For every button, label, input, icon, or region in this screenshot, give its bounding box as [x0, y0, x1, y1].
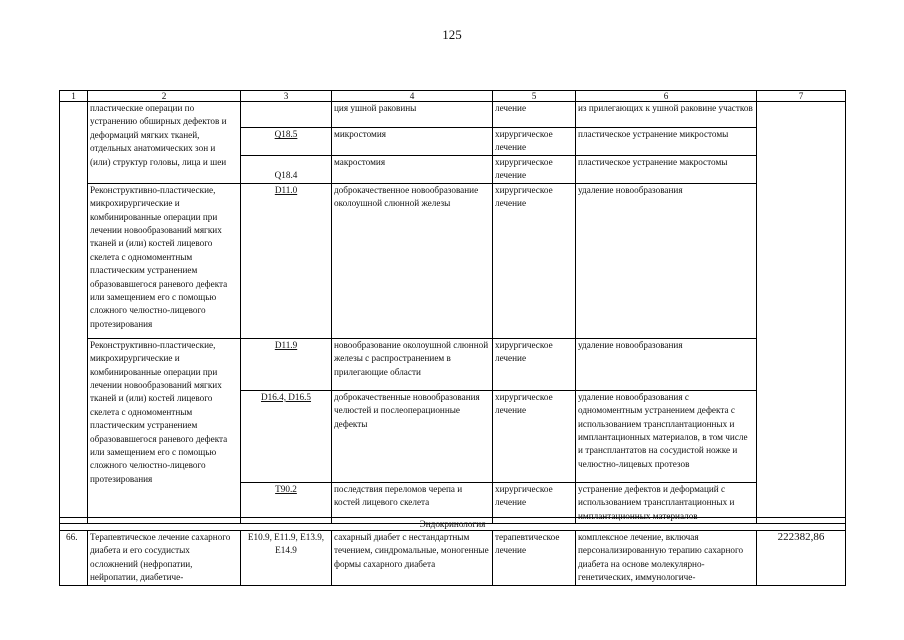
code-cell: [241, 102, 332, 128]
treatment-cell: лечение: [493, 102, 576, 128]
procedure-name-cell: Реконструктивно-пластические, микрохирургические и комбинированные операции при лечении новообразований мягких тканей и (или) костей лицевого скелета с одномоментным пластическим устранением образовавшегося раневого дефекта или замещением его с помощью сложного челюстно-лицевого протезирования: [88, 183, 241, 338]
code-cell: D16.4, D16.5: [241, 390, 332, 482]
section-row: [60, 518, 846, 531]
procedure-name-cell: пластические операции по устранению обширных дефектов и деформаций мягких тканей, отдельных анатомических зон и (или) структур головы, лица и шеи: [88, 102, 241, 184]
table-row: [60, 338, 846, 390]
treatment-cell: хирургическое лечение: [493, 390, 576, 482]
procedure-name-cell: Терапевтическое лечение сахарного диабета и его сосудистых осложнений (нефропатии, нейропатии, диабетиче-: [88, 531, 241, 586]
method-cell: пластическое устранение микростомы: [576, 128, 757, 156]
table-row: [60, 183, 846, 338]
code-cell: D11.9: [241, 338, 332, 390]
endocrinology-table: [59, 517, 846, 586]
disease-cell: доброкачественное новообразование околоушной слюнной железы: [332, 183, 493, 338]
procedure-name-cell: Реконструктивно-пластические, микрохирургические и комбинированные операции при лечении новообразований мягких тканей и (или) костей лицевого скелета с одномоментным пластическим устранением образовавшегося раневого дефекта или замещением его с помощью сложного челюстно-лицевого протезирования: [88, 338, 241, 523]
col-header-5: 5: [493, 91, 576, 102]
treatment-cell: хирургическое лечение: [493, 482, 576, 523]
treatment-cell: хирургическое лечение: [493, 128, 576, 156]
header-row: [60, 91, 846, 102]
disease-cell: макростомия: [332, 156, 493, 184]
method-cell: из прилегающих к ушной раковине участков: [576, 102, 757, 128]
disease-cell: микростомия: [332, 128, 493, 156]
price-cell: [757, 102, 846, 524]
code-cell: D11.0: [241, 183, 332, 338]
col-header-4: 4: [332, 91, 493, 102]
col-header-2: 2: [88, 91, 241, 102]
code-cell: Q18.5: [241, 128, 332, 156]
disease-cell: новообразование околоушной слюнной железы с распространением в прилегающие области: [332, 338, 493, 390]
table-row: [60, 531, 846, 586]
method-cell: удаление новообразования с одномоментным устранением дефекта с использованием трансплантационных и имплантационных материалов, в том числе и трансплантатов на сосудистой ножке и челюстно-лицевых протезов: [576, 390, 757, 482]
treatment-cell: хирургическое лечение: [493, 338, 576, 390]
col-header-6: 6: [576, 91, 757, 102]
method-cell: удаление новообразования: [576, 338, 757, 390]
code-cell: Q18.4: [241, 156, 332, 184]
medical-care-table: [59, 90, 846, 524]
section-title: Эндокринология: [60, 518, 846, 531]
code-cell: E10.9, E11.9, E13.9, E14.9: [241, 531, 332, 586]
code-cell: T90.2: [241, 482, 332, 523]
row-number: 66.: [60, 531, 88, 586]
price-cell: 222382,86: [757, 531, 846, 586]
treatment-cell: терапевтическое лечение: [493, 531, 576, 586]
col-header-3: 3: [241, 91, 332, 102]
col-header-1: 1: [60, 91, 88, 102]
method-cell: удаление новообразования: [576, 183, 757, 338]
method-cell: комплексное лечение, включая персонализированную терапию сахарного диабета на основе молекулярно-генетических, иммунологиче-: [576, 531, 757, 586]
disease-cell: доброкачественные новообразования челюстей и послеоперационные дефекты: [332, 390, 493, 482]
page-number: 125: [442, 27, 462, 42]
treatment-cell: хирургическое лечение: [493, 183, 576, 338]
treatment-cell: хирургическое лечение: [493, 156, 576, 184]
disease-cell: ция ушной раковины: [332, 102, 493, 128]
table-row: [60, 102, 846, 128]
disease-cell: сахарный диабет с нестандартным течением, синдромальные, моногенные формы сахарного диабета: [332, 531, 493, 586]
number-cell: [60, 102, 88, 524]
method-cell: устранение дефектов и деформаций с использованием трансплантационных и имплантационных материалов: [576, 482, 757, 523]
method-cell: пластическое устранение макростомы: [576, 156, 757, 184]
col-header-7: 7: [757, 91, 846, 102]
disease-cell: последствия переломов черепа и костей лицевого скелета: [332, 482, 493, 523]
